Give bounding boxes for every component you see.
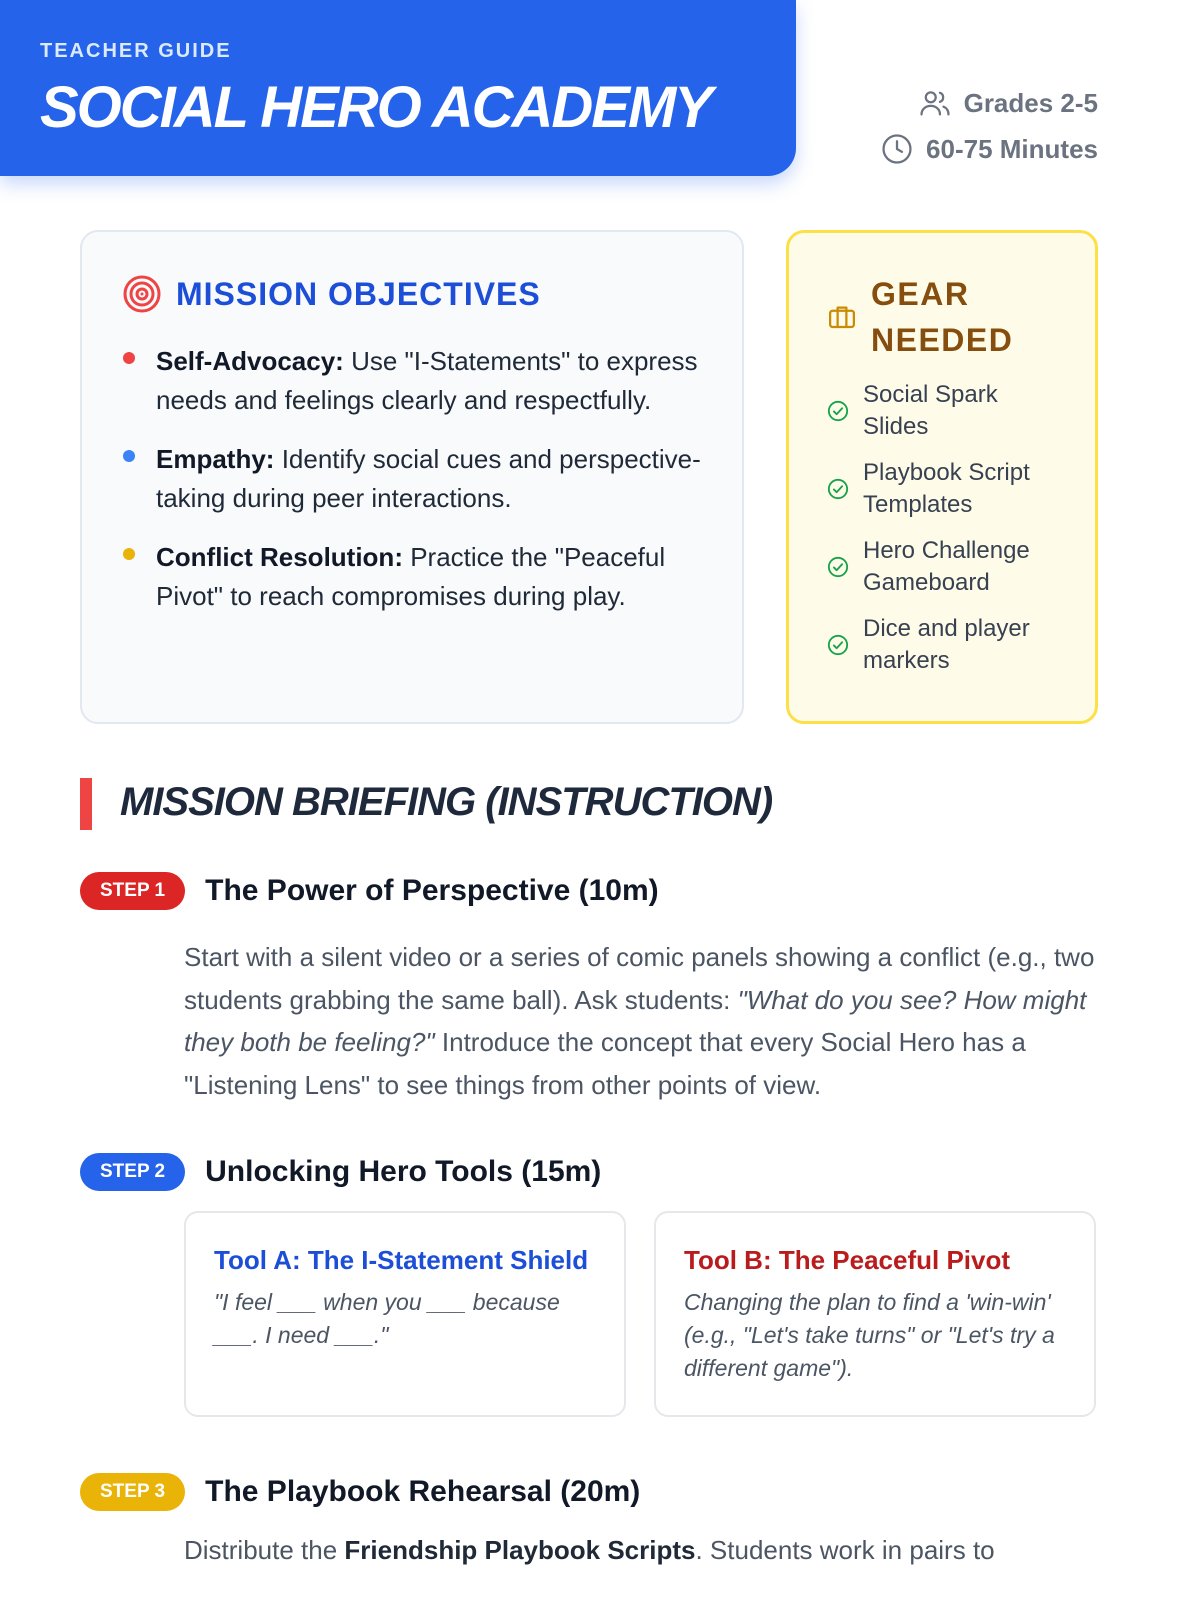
bullet-dot xyxy=(123,548,135,560)
objective-label: Conflict Resolution: xyxy=(156,542,403,572)
step-title: The Playbook Rehearsal (20m) xyxy=(205,1475,641,1508)
bullet-dot xyxy=(123,450,135,462)
objective-label: Self-Advocacy: xyxy=(156,346,344,376)
step-body-text: Introduce the concept that every Social Hero has a "Listening Lens" to see things from other points of view. xyxy=(184,1027,1026,1100)
objective-text: Practice the "Peaceful Pivot" to reach compromises during play. xyxy=(156,542,666,611)
step-body-text: . Students work in pairs to xyxy=(695,1535,995,1565)
step-header xyxy=(80,1153,1100,1191)
tool-title: Tool A: The I-Statement Shield xyxy=(214,1245,589,1275)
step-3 xyxy=(80,1473,1100,1572)
objectives-header xyxy=(122,274,702,314)
step-body-text: Distribute the xyxy=(184,1535,345,1565)
tool-card-b xyxy=(654,1211,1096,1417)
tool-description: "I feel ___ when you ___ because ___. I need ___." xyxy=(214,1289,560,1348)
check-circle-icon xyxy=(827,634,849,656)
tools-row xyxy=(184,1211,1100,1417)
tool-card-a xyxy=(184,1211,626,1417)
objectives-title: MISSION OBJECTIVES xyxy=(176,275,541,312)
objective-item xyxy=(122,538,702,616)
step-header xyxy=(80,1473,1100,1511)
users-icon xyxy=(918,86,952,120)
gear-header xyxy=(827,271,1065,363)
eyebrow-label: TEACHER GUIDE xyxy=(40,40,232,62)
gear-item-label: Hero Challenge Gameboard xyxy=(863,537,1030,596)
section-title: MISSION BRIEFING (INSTRUCTION) xyxy=(120,780,773,824)
gear-item-label: Playbook Script Templates xyxy=(863,459,1030,518)
step-badge: STEP 2 xyxy=(80,1153,185,1191)
step-title: Unlocking Hero Tools (15m) xyxy=(205,1155,602,1188)
check-circle-icon xyxy=(827,400,849,422)
check-circle-icon xyxy=(827,556,849,578)
step-2 xyxy=(80,1153,1100,1417)
objectives-list xyxy=(122,342,702,616)
step-body-bold: Friendship Playbook Scripts xyxy=(344,1535,696,1565)
objective-item xyxy=(122,440,702,518)
objective-text: Identify social cues and perspective-taking during peer interactions. xyxy=(156,444,701,513)
gear-item xyxy=(827,535,1065,599)
gear-item-label: Social Spark Slides xyxy=(863,381,998,440)
step-body-text: Start with a silent video or a series of comic panels showing a conflict (e.g., two students grabbing the same ball). Ask students: xyxy=(184,942,1095,1015)
gear-item xyxy=(827,379,1065,443)
briefcase-icon xyxy=(827,302,857,332)
grades-row xyxy=(880,80,1098,126)
section-accent-bar xyxy=(80,778,92,830)
objective-item xyxy=(122,342,702,420)
step-badge: STEP 3 xyxy=(80,1473,185,1511)
tool-title: Tool B: The Peaceful Pivot xyxy=(684,1245,1011,1275)
step-badge: STEP 1 xyxy=(80,872,185,910)
tool-description: Changing the plan to find a 'win-win' (e.g., "Let's take turns" or "Let's try a different game"). xyxy=(684,1289,1055,1381)
bullet-dot xyxy=(123,352,135,364)
lesson-meta xyxy=(880,80,1098,172)
step-title: The Power of Perspective (10m) xyxy=(205,874,659,907)
objective-label: Empathy: xyxy=(156,444,275,474)
gear-card xyxy=(786,230,1098,724)
step-body-quote: "What do you see? How might they both be feeling?" xyxy=(184,984,1087,1057)
step-body xyxy=(184,936,1100,1106)
grades-text: Grades 2-5 xyxy=(963,87,1098,118)
gear-item xyxy=(827,613,1065,677)
header-banner xyxy=(0,0,796,176)
objective-text: Use "I-Statements" to express needs and feelings clearly and respectfully. xyxy=(156,346,698,415)
objectives-card xyxy=(80,230,744,724)
step-header xyxy=(80,872,1100,910)
step-body xyxy=(184,1529,1100,1572)
page-title: SOCIAL HERO ACADEMY xyxy=(40,75,711,140)
target-icon xyxy=(122,274,162,314)
step-1 xyxy=(80,872,1100,1106)
gear-item-label: Dice and player markers xyxy=(863,615,1030,674)
gear-list xyxy=(827,379,1065,677)
duration-text: 60-75 Minutes xyxy=(926,133,1098,164)
clock-icon xyxy=(880,132,914,166)
check-circle-icon xyxy=(827,478,849,500)
duration-row xyxy=(880,126,1098,172)
gear-title: GEAR NEEDED xyxy=(871,276,1014,358)
gear-item xyxy=(827,457,1065,521)
